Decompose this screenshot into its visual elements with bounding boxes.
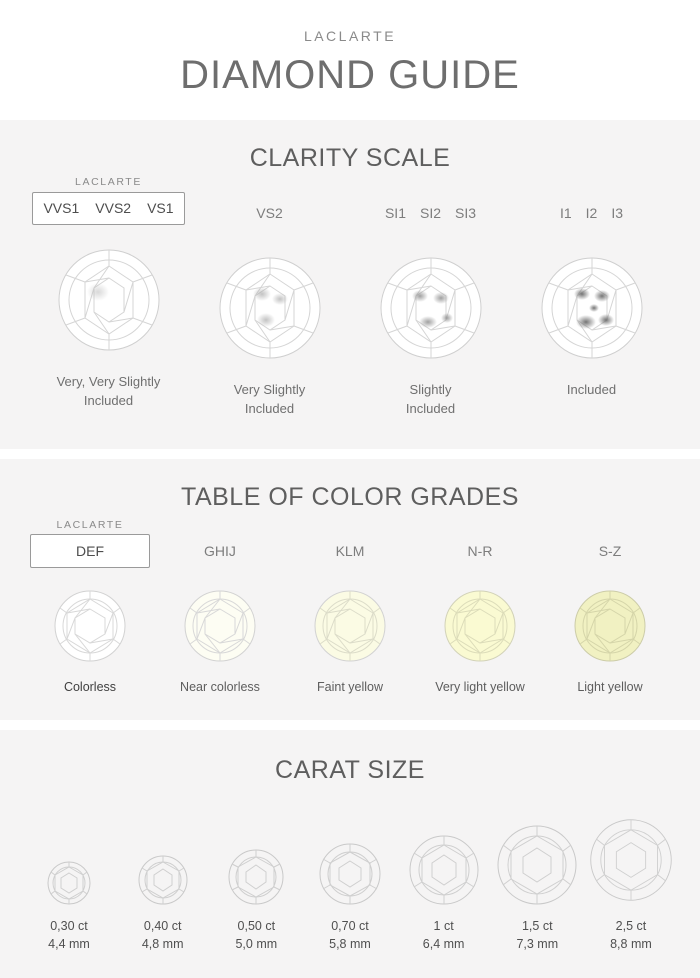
clarity-grade: VVS2 <box>95 200 132 216</box>
clarity-grade-labels <box>189 193 350 233</box>
clarity-grade: I1 <box>559 205 572 221</box>
clarity-grade-labels <box>43 200 173 216</box>
clarity-grade: I2 <box>585 205 598 221</box>
clarity-column-vs2 <box>189 193 350 419</box>
carat-size: 6,4 mm <box>422 937 465 952</box>
clarity-diamond-diagram <box>350 243 511 373</box>
clarity-diamond-diagram <box>511 243 672 373</box>
carat-size: 5,8 mm <box>329 937 371 952</box>
carat-diamond-diagram <box>120 811 206 907</box>
carat-weight: 1,5 ct <box>521 918 553 933</box>
clarity-grade-labels <box>511 193 672 233</box>
carat-column <box>307 811 393 955</box>
carat-weight: 0,40 ct <box>143 918 182 933</box>
clarity-section-title: CLARITY SCALE <box>249 144 451 172</box>
carat-label <box>307 917 393 955</box>
color-diamond-diagram <box>30 580 150 672</box>
color-grade-label: DEF <box>76 542 104 559</box>
carat-diamond-diagram <box>588 811 674 907</box>
clarity-caption-line1: Very Slightly <box>233 382 306 397</box>
carat-column <box>494 811 580 955</box>
carat-diamond-diagram <box>307 811 393 907</box>
color-column-ghij <box>160 534 280 694</box>
color-caption: Colorless <box>63 679 117 694</box>
color-grade <box>160 534 280 568</box>
carat-label <box>213 917 299 955</box>
carat-weight: 1 ct <box>433 918 454 933</box>
clarity-grade-labels <box>350 193 511 233</box>
carat-weight: 0,50 ct <box>237 918 276 933</box>
clarity-caption <box>350 381 511 419</box>
clarity-caption <box>189 381 350 419</box>
carat-diamond-diagram <box>213 811 299 907</box>
page-title: DIAMOND GUIDE <box>180 53 520 97</box>
carat-label <box>26 917 112 955</box>
clarity-grade: VVS1 <box>43 200 80 216</box>
color-grade-label: GHIJ <box>204 542 236 559</box>
carat-label <box>120 917 206 955</box>
carat-column <box>401 811 487 955</box>
brand-name: LACLARTE <box>303 28 397 44</box>
carat-size: 4,4 mm <box>48 937 90 952</box>
clarity-grade: SI1 <box>384 205 406 221</box>
carat-size: 7,3 mm <box>516 937 559 952</box>
clarity-grade: SI2 <box>419 205 441 221</box>
color-column-nr <box>420 534 540 694</box>
color-caption: Light yellow <box>577 679 643 694</box>
color-column-def <box>30 518 150 694</box>
carat-weight: 2,5 ct <box>615 918 647 933</box>
color-column-klm <box>290 534 410 694</box>
clarity-caption-line1: Included <box>566 382 617 397</box>
color-diamond-diagram <box>420 580 540 672</box>
color-grade-label: N-R <box>467 542 493 559</box>
color-grade-label: KLM <box>335 542 365 559</box>
color-diamond-diagram <box>160 580 280 672</box>
section-divider <box>0 720 700 730</box>
carat-size: 8,8 mm <box>610 937 652 952</box>
color-highlight-tag: LACLARTE <box>56 518 124 531</box>
section-divider <box>0 449 700 459</box>
color-diamond-diagram <box>550 580 670 672</box>
clarity-caption <box>511 381 672 400</box>
clarity-highlight-box[interactable] <box>32 176 184 225</box>
clarity-grade: VS2 <box>256 205 283 221</box>
carat-label <box>494 917 580 955</box>
clarity-caption-line2: Included <box>405 400 456 416</box>
color-column-sz <box>550 534 670 694</box>
carat-column <box>26 811 112 955</box>
clarity-grade: SI3 <box>455 205 477 221</box>
clarity-grade: VS1 <box>147 200 174 216</box>
color-caption: Very light yellow <box>435 679 525 694</box>
clarity-grade: I3 <box>611 205 624 221</box>
clarity-column-i <box>511 193 672 419</box>
carat-column <box>588 811 674 955</box>
carat-diamond-diagram <box>494 811 580 907</box>
clarity-column-vvs <box>28 176 189 419</box>
carat-size: 5,0 mm <box>235 937 278 952</box>
color-grade <box>420 534 540 568</box>
carat-label <box>401 917 487 955</box>
clarity-section <box>0 120 700 449</box>
carat-section-title: CARAT SIZE <box>275 755 425 784</box>
clarity-diamond-diagram <box>189 243 350 373</box>
clarity-caption-line1: Slightly <box>409 382 452 397</box>
color-grade <box>290 534 410 568</box>
carat-row <box>0 811 700 955</box>
color-grade <box>550 534 670 568</box>
color-highlight-box[interactable] <box>30 518 150 568</box>
carat-size: 4,8 mm <box>141 937 184 952</box>
clarity-caption-line2: Included <box>83 392 134 408</box>
carat-column <box>213 811 299 955</box>
carat-diamond-diagram <box>401 811 487 907</box>
clarity-caption <box>28 373 189 411</box>
color-row <box>0 518 700 694</box>
carat-weight: 0,70 ct <box>331 918 369 933</box>
page-header <box>0 0 700 96</box>
color-section-title: TABLE OF COLOR GRADES <box>181 482 519 511</box>
clarity-highlight-tag: LACLARTE <box>75 176 142 188</box>
carat-weight: 0,30 ct <box>50 918 88 933</box>
carat-diamond-diagram <box>26 811 112 907</box>
color-caption: Faint yellow <box>317 679 383 694</box>
clarity-row <box>0 176 700 419</box>
carat-section <box>0 730 700 978</box>
color-caption: Near colorless <box>180 679 260 694</box>
color-diamond-diagram <box>290 580 410 672</box>
color-grade-label: S-Z <box>598 542 622 559</box>
clarity-column-si <box>350 193 511 419</box>
clarity-caption-line2: Included <box>244 400 295 416</box>
clarity-caption-line1: Very, Very Slightly <box>56 374 161 389</box>
carat-column <box>120 811 206 955</box>
color-section <box>0 459 700 720</box>
carat-label <box>588 917 674 955</box>
clarity-diamond-diagram <box>28 235 189 365</box>
